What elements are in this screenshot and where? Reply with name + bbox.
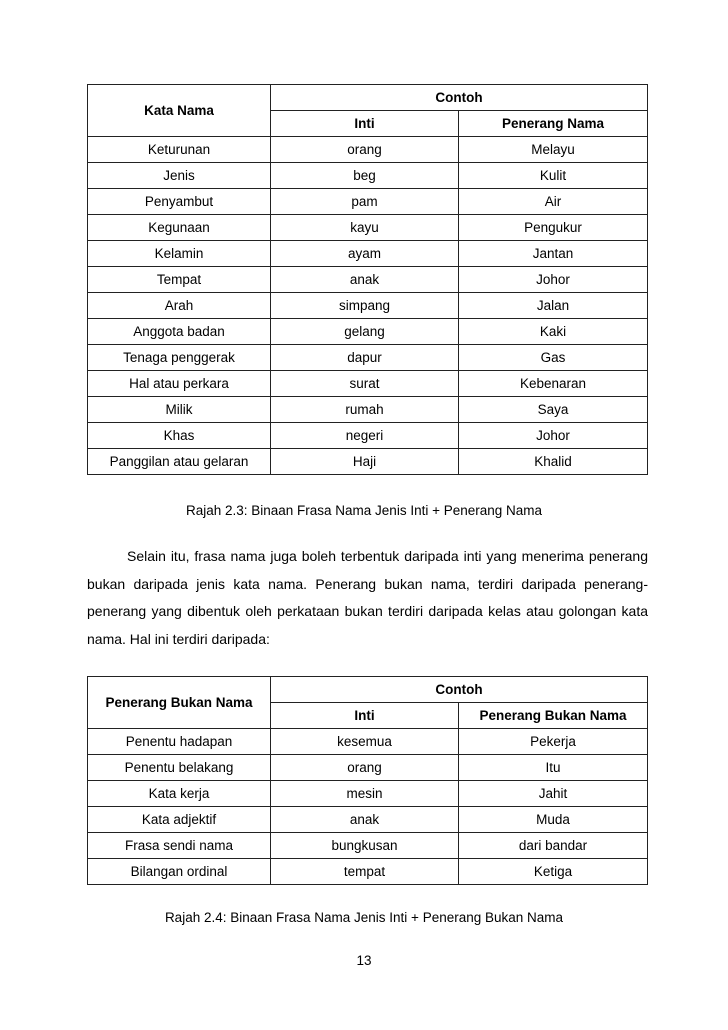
table-cell: Penentu belakang [88, 755, 271, 781]
table-cell: Khalid [459, 449, 648, 475]
header-inti: Inti [271, 111, 459, 137]
body-paragraph [87, 543, 648, 653]
table-row [88, 859, 648, 885]
table-row [88, 345, 648, 371]
table-row [88, 371, 648, 397]
table-cell: Milik [88, 397, 271, 423]
paragraph-text: Selain itu, frasa nama juga boleh terbentuk daripada inti yang menerima penerang bukan daripada jenis kata nama. Penerang bukan nama, terdiri daripada penerang-penerang yang dibentuk oleh perkataan bukan terdiri daripada kelas atau golongan kata nama. Hal ini terdiri daripada: [87, 548, 648, 647]
table-row [88, 755, 648, 781]
table-row [88, 729, 648, 755]
table-cell: Kebenaran [459, 371, 648, 397]
table-cell: Pekerja [459, 729, 648, 755]
table-cell: Melayu [459, 137, 648, 163]
table-cell: Ketiga [459, 859, 648, 885]
table-cell: Pengukur [459, 215, 648, 241]
table-cell: tempat [271, 859, 459, 885]
table-row [88, 423, 648, 449]
table-cell: kayu [271, 215, 459, 241]
header-inti: Inti [271, 703, 459, 729]
table-cell: orang [271, 137, 459, 163]
table-cell: kesemua [271, 729, 459, 755]
table-cell: bungkusan [271, 833, 459, 859]
table-cell: Tenaga penggerak [88, 345, 271, 371]
table-cell: Khas [88, 423, 271, 449]
caption-rajah-2-3: Rajah 2.3: Binaan Frasa Nama Jenis Inti + Penerang Nama [185, 503, 543, 518]
table-cell: Bilangan ordinal [88, 859, 271, 885]
table-row [88, 267, 648, 293]
table-cell: Jalan [459, 293, 648, 319]
table-row [88, 397, 648, 423]
table-row [88, 163, 648, 189]
table-cell: beg [271, 163, 459, 189]
header-kata-nama: Kata Nama [88, 85, 271, 137]
table-cell: Penyambut [88, 189, 271, 215]
page-number: 13 [356, 953, 372, 968]
table-cell: pam [271, 189, 459, 215]
caption-rajah-2-4: Rajah 2.4: Binaan Frasa Nama Jenis Inti + Penerang Bukan Nama [164, 910, 564, 925]
header-penerang-bukan-nama: Penerang Bukan Nama [88, 677, 271, 729]
table-row [88, 319, 648, 345]
header-contoh: Contoh [271, 677, 648, 703]
table-cell: dapur [271, 345, 459, 371]
table-row [88, 449, 648, 475]
table-cell: Haji [271, 449, 459, 475]
table-cell: Jenis [88, 163, 271, 189]
table-cell: dari bandar [459, 833, 648, 859]
table-cell: Kaki [459, 319, 648, 345]
table-cell: Penentu hadapan [88, 729, 271, 755]
table-cell: anak [271, 267, 459, 293]
header-penerang-nama: Penerang Nama [459, 111, 648, 137]
table-row [88, 241, 648, 267]
table-cell: Anggota badan [88, 319, 271, 345]
table-cell: Panggilan atau gelaran [88, 449, 271, 475]
table-row [88, 293, 648, 319]
table-cell: negeri [271, 423, 459, 449]
table-row [88, 833, 648, 859]
table-row [88, 137, 648, 163]
table-cell: Keturunan [88, 137, 271, 163]
table-cell: Johor [459, 267, 648, 293]
table-cell: ayam [271, 241, 459, 267]
table-cell: Kegunaan [88, 215, 271, 241]
table-cell: Air [459, 189, 648, 215]
table-cell: Tempat [88, 267, 271, 293]
table-cell: Kata kerja [88, 781, 271, 807]
table-cell: Muda [459, 807, 648, 833]
table-cell: Hal atau perkara [88, 371, 271, 397]
table-kata-nama [87, 84, 648, 475]
table-row [88, 189, 648, 215]
table-cell: Saya [459, 397, 648, 423]
table-cell: rumah [271, 397, 459, 423]
header-penerang-bukan-nama-col: Penerang Bukan Nama [459, 703, 648, 729]
table-cell: surat [271, 371, 459, 397]
table-cell: Gas [459, 345, 648, 371]
table-cell: gelang [271, 319, 459, 345]
table-row [88, 781, 648, 807]
table-row [88, 807, 648, 833]
table-cell: orang [271, 755, 459, 781]
header-contoh: Contoh [271, 85, 648, 111]
table-cell: anak [271, 807, 459, 833]
table-cell: Jahit [459, 781, 648, 807]
table-cell: Kelamin [88, 241, 271, 267]
table-cell: Jantan [459, 241, 648, 267]
table-cell: Kulit [459, 163, 648, 189]
table-cell: Johor [459, 423, 648, 449]
table-cell: Kata adjektif [88, 807, 271, 833]
table-cell: simpang [271, 293, 459, 319]
table-cell: mesin [271, 781, 459, 807]
table-cell: Arah [88, 293, 271, 319]
table-cell: Frasa sendi nama [88, 833, 271, 859]
table-cell: Itu [459, 755, 648, 781]
table-row [88, 215, 648, 241]
table-penerang-bukan-nama [87, 676, 648, 885]
